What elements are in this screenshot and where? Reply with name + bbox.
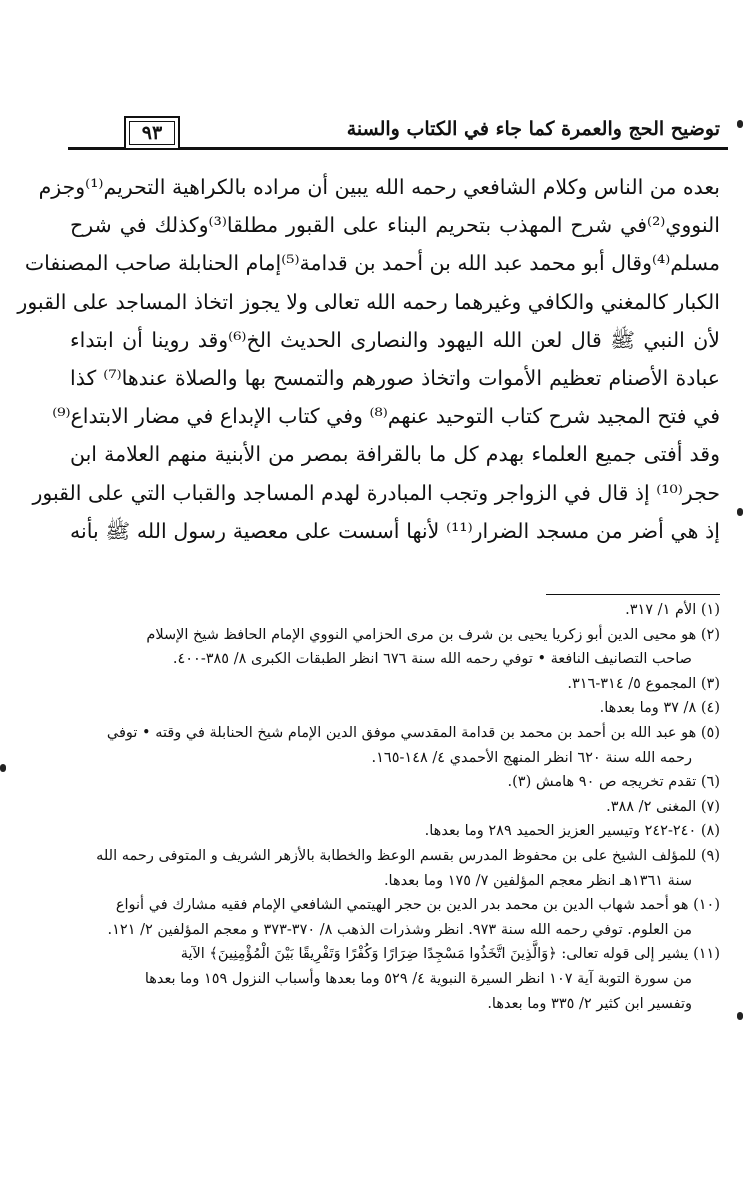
body-line: في فتح المجيد شرح كتاب التوحيد عنهم⁽⁸⁾ وفي كتاب الإبداع في مضار الابتداع⁽⁹⁾ — [52, 404, 720, 429]
page-number: ٩٣ — [129, 121, 175, 145]
scan-edge-mark — [737, 1012, 743, 1020]
scan-edge-mark — [0, 764, 6, 772]
body-line: حجر⁽¹⁰⁾ إذ قال في الزواجر وتجب المبادرة لهدم المساجد والقباب التي على القبور — [32, 480, 720, 505]
footnote-line: (١) الأم ١/ ٣١٧. — [625, 602, 720, 618]
footnote-line: (١١) يشير إلى قوله تعالى: ﴿وَالَّذِينَ اتَّخَذُوا مَسْجِدًا ضِرَارًا وَكُفْرًا وَتَفْرِيقًا بَيْنَ الْمُؤْمِنِينَ﴾ الآية — [180, 946, 720, 963]
footnote-line: (٣) المجموع ٥/ ٣١٤-٣١٦. — [567, 675, 720, 692]
footnote-continuation-line: رحمه الله سنة ٦٢٠ انظر المنهج الأحمدي ٤/ ١٤٨-١٦٥. — [371, 749, 692, 766]
running-header-title: توضيح الحج والعمرة كما جاء في الكتاب والسنة — [346, 118, 720, 140]
footnote-line: (١٠) هو أحمد شهاب الدين بن محمد بدر الدين بن حجر الهيتمي الشافعي الإمام فقيه مشارك في أنواع — [115, 897, 720, 914]
footnote-separator — [546, 594, 720, 595]
footnote-line: (٦) تقدم تخريجه ص ٩٠ هامش (٣). — [507, 774, 720, 791]
footnote-line: (٤) ٨/ ٣٧ وما بعدها. — [599, 700, 720, 717]
body-line: مسلم⁽⁴⁾وقال أبو محمد عبد الله بن أحمد بن قدامة⁽⁵⁾إمام الحنابلة صاحب المصنفات — [24, 251, 720, 276]
footnote-continuation-line: صاحب التصانيف النافعة • توفي رحمه الله سنة ٦٧٦ انظر الطبقات الكبرى ٨/ ٣٨٥-٤٠٠. — [172, 651, 692, 668]
footnote-line: (٥) هو عبد الله بن أحمد بن محمد بن قدامة المقدسي موفق الدين الإمام شيخ الحنابلة في وقته • توفي — [106, 724, 720, 741]
scan-edge-mark — [737, 508, 743, 516]
header-rule-right — [180, 147, 728, 150]
scan-edge-mark — [737, 120, 743, 128]
header-rule-left — [68, 147, 124, 150]
footnote-continuation-line: سنة ١٣٦١هـ انظر معجم المؤلفين ٧/ ١٧٥ وما بعدها. — [383, 872, 692, 889]
body-line: النووي⁽²⁾في شرح المهذب بتحريم البناء على القبور مطلقا⁽³⁾وكذلك في شرح — [70, 213, 720, 238]
footnote-continuation-line: من العلوم. توفي رحمه الله سنة ٩٧٣. انظر وشذرات الذهب ٨/ ٣٧٠-٣٧٣ و معجم المؤلفين ٢/ ١٢١. — [107, 921, 692, 938]
main-body-text — [17, 168, 721, 550]
body-line: بعده من الناس وكلام الشافعي رحمه الله يبين أن مراده بالكراهية التحريم⁽¹⁾وجزم — [38, 175, 720, 199]
footnote-line: (٧) المغنى ٢/ ٣٨٨. — [606, 798, 720, 815]
footnote-line: (٩) للمؤلف الشيخ على بن محفوظ المدرس بقسم الوعظ والخطابة بالأزهر الشريف و المتوفى رحمه الله — [96, 847, 720, 864]
body-line: إذ هي أضر من مسجد الضرار⁽¹¹⁾ لأنها أسست على معصية رسول الله ﷺ بأنه — [70, 518, 721, 543]
footnotes-section — [68, 598, 720, 1016]
footnote-line: (٢) هو محيى الدين أبو زكريا يحيى بن شرف بن مرى الحزامي النووي الإمام الحافظ شيخ الإسلام — [146, 626, 720, 643]
body-line: عبادة الأصنام تعظيم الأموات واتخاذ صورهم والتمسح بها والصلاة عندها⁽⁷⁾ كذا — [70, 365, 720, 390]
body-line: الكبار كالمغني والكافي وغيرهما رحمه الله تعالى ولا يجوز اتخاذ المساجد على القبور — [17, 289, 720, 314]
footnote-continuation-line: وتفسير ابن كثير ٢/ ٣٣٥ وما بعدها. — [487, 995, 692, 1012]
footnote-continuation-line: من سورة التوبة آية ١٠٧ انظر السيرة النبوية ٤/ ٥٢٩ وما بعدها وأسباب النزول ١٥٩ وما بعدها — [144, 970, 692, 987]
page-number-box — [124, 116, 180, 150]
body-line: لأن النبي ﷺ قال لعن الله اليهود والنصارى الحديث الخ⁽⁶⁾وقد روينا أن ابتداء — [70, 327, 720, 352]
footnote-line: (٨) ٢٤٠-٢٤٢ وتيسير العزيز الحميد ٢٨٩ وما بعدها. — [424, 823, 720, 840]
body-line: وقد أفتى جميع العلماء بهدم كل ما بالقرافة بمصر من الأبنية منهم العلامة ابن — [70, 442, 720, 467]
